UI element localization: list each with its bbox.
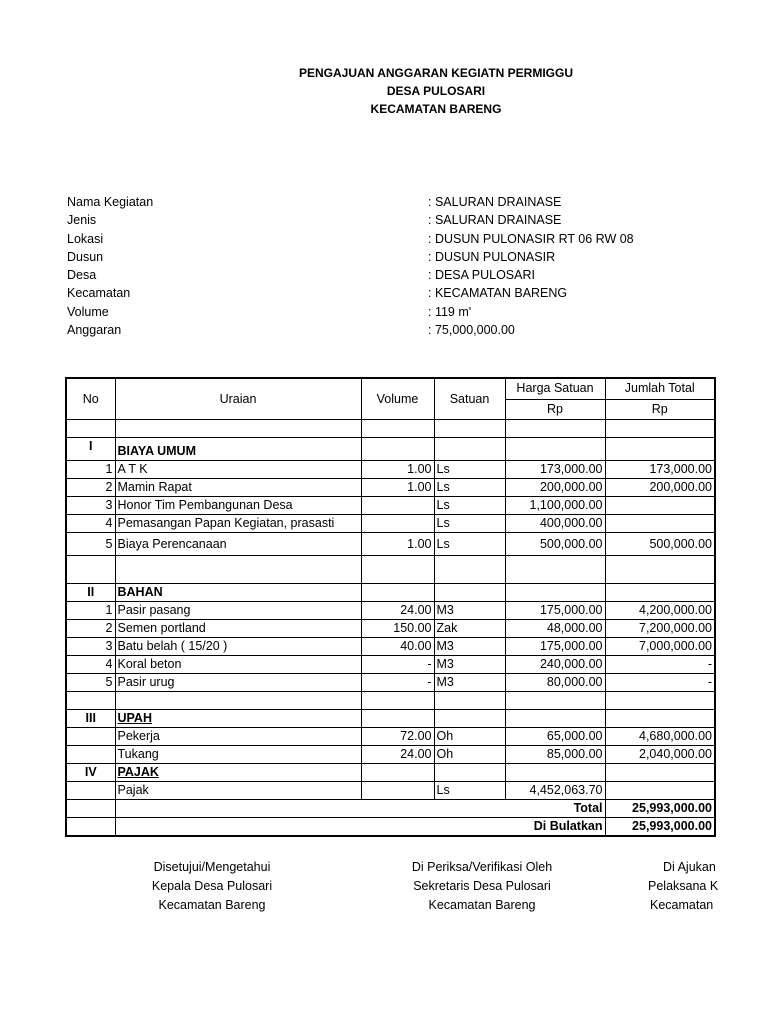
section-row-upah: [66, 710, 715, 728]
table-header-row: [66, 378, 715, 399]
info-label: Anggaran: [67, 323, 122, 338]
row-uraian: Mamin Rapat: [115, 479, 361, 497]
row-satuan: M3: [434, 638, 505, 656]
row-jumlah: [605, 515, 715, 533]
row-number: 1: [66, 602, 115, 620]
row-uraian: Pemasangan Papan Kegiatan, prasasti: [115, 515, 361, 533]
section-number: III: [66, 710, 115, 728]
row-jumlah: 4,200,000.00: [605, 602, 715, 620]
signature-submitter: [646, 858, 768, 915]
row-number: 4: [66, 515, 115, 533]
info-value: : 119 m': [428, 304, 472, 319]
row-uraian: A T K: [115, 461, 361, 479]
row-harga: 4,452,063.70: [505, 782, 605, 800]
row-satuan: Ls: [434, 515, 505, 533]
signature-line: Kepala Desa Pulosari: [151, 879, 273, 893]
row-jumlah: 2,040,000.00: [605, 746, 715, 764]
row-jumlah: 4,680,000.00: [605, 728, 715, 746]
row-uraian: Tukang: [115, 746, 361, 764]
title-line-2: DESA PULOSARI: [386, 84, 486, 98]
activity-info: [67, 193, 667, 339]
section-row-biaya-umum: [66, 438, 715, 461]
row-number: 1: [66, 461, 115, 479]
row-satuan: M3: [434, 656, 505, 674]
section-title: PAJAK: [115, 764, 361, 782]
row-number: 5: [66, 674, 115, 692]
row-uraian: Koral beton: [115, 656, 361, 674]
row-satuan: M3: [434, 674, 505, 692]
row-volume: -: [361, 656, 434, 674]
row-volume: 72.00: [361, 728, 434, 746]
header-no: No: [66, 378, 115, 420]
section-title: UPAH: [115, 710, 361, 728]
row-satuan: Oh: [434, 728, 505, 746]
table-row: [66, 497, 715, 515]
info-label: Dusun: [67, 249, 104, 264]
row-jumlah: 7,200,000.00: [605, 620, 715, 638]
info-label: Nama Kegiatan: [67, 195, 154, 209]
table-row: [66, 533, 715, 556]
header-satuan: Satuan: [434, 378, 505, 420]
row-uraian: Biaya Perencanaan: [115, 533, 361, 556]
row-harga: 85,000.00: [505, 746, 605, 764]
rounded-label: Di Bulatkan: [115, 818, 605, 837]
section-row-bahan: [66, 584, 715, 602]
info-row-jenis: [67, 211, 667, 229]
row-satuan: Ls: [434, 461, 505, 479]
signature-line: Di Periksa/Verifikasi Oleh: [411, 860, 553, 874]
signature-line: Kecamatan: [650, 898, 714, 912]
signature-line: Disetujui/Mengetahui: [153, 860, 271, 874]
info-label: Volume: [67, 304, 109, 319]
row-volume: [361, 497, 434, 515]
row-number: 3: [66, 497, 115, 515]
row-satuan: Ls: [434, 533, 505, 556]
table-row: [66, 420, 715, 438]
row-volume: 150.00: [361, 620, 434, 638]
row-number: 3: [66, 638, 115, 656]
signature-line: Kecamatan Bareng: [428, 898, 536, 912]
row-uraian: Honor Tim Pembangunan Desa: [115, 497, 361, 515]
row-volume: 1.00: [361, 533, 434, 556]
table-row: [66, 638, 715, 656]
signature-verifier: [382, 858, 582, 915]
info-value: : KECAMATAN BARENG: [428, 286, 568, 301]
table-row: [66, 602, 715, 620]
total-label: Total: [115, 800, 605, 818]
info-label: Jenis: [67, 213, 97, 228]
info-value: : DESA PULOSARI: [428, 268, 535, 283]
table-row: [66, 674, 715, 692]
info-value: : DUSUN PULONASIR: [428, 249, 556, 264]
info-row-anggaran: [67, 321, 667, 339]
row-jumlah: 173,000.00: [605, 461, 715, 479]
row-jumlah: 7,000,000.00: [605, 638, 715, 656]
row-number: 5: [66, 533, 115, 556]
row-harga: 500,000.00: [505, 533, 605, 556]
row-volume: 24.00: [361, 602, 434, 620]
table-row: [66, 746, 715, 764]
table-row: [66, 461, 715, 479]
total-value: 25,993,000.00: [605, 800, 715, 818]
info-label: Lokasi: [67, 231, 104, 246]
row-jumlah: -: [605, 656, 715, 674]
row-harga: 400,000.00: [505, 515, 605, 533]
info-row-dusun: [67, 248, 667, 266]
row-harga: 80,000.00: [505, 674, 605, 692]
info-value: : SALURAN DRAINASE: [428, 213, 562, 228]
header-harga-satuan: Harga Satuan: [505, 378, 605, 399]
section-row-pajak: [66, 764, 715, 782]
table-row: [66, 620, 715, 638]
row-volume: 1.00: [361, 461, 434, 479]
table-row: [66, 728, 715, 746]
row-harga: 1,100,000.00: [505, 497, 605, 515]
row-satuan: Ls: [434, 479, 505, 497]
row-satuan: Ls: [434, 782, 505, 800]
header-jumlah-total: Jumlah Total: [605, 378, 715, 399]
info-label: Desa: [67, 268, 97, 283]
title-line-1: PENGAJUAN ANGGARAN KEGIATN PERMIGGU: [298, 66, 573, 80]
section-number: I: [66, 438, 115, 461]
info-row-desa: [67, 266, 667, 284]
row-uraian: Pasir pasang: [115, 602, 361, 620]
table-row: [66, 656, 715, 674]
info-row-kecamatan: [67, 284, 667, 302]
section-number: IV: [66, 764, 115, 782]
table-row: [66, 515, 715, 533]
row-jumlah: 200,000.00: [605, 479, 715, 497]
row-harga: 48,000.00: [505, 620, 605, 638]
info-row-nama-kegiatan: [67, 193, 667, 211]
row-volume: [361, 782, 434, 800]
signature-line: Pelaksana K: [648, 879, 719, 893]
row-satuan: Zak: [434, 620, 505, 638]
table-row: [66, 782, 715, 800]
header-rp: Rp: [605, 399, 715, 420]
row-jumlah: [605, 497, 715, 515]
row-harga: 175,000.00: [505, 602, 605, 620]
section-title: BAHAN: [115, 584, 361, 602]
total-row: [66, 800, 715, 818]
table-row: [66, 556, 715, 584]
row-jumlah: [605, 782, 715, 800]
row-uraian: Pajak: [115, 782, 361, 800]
row-volume: 1.00: [361, 479, 434, 497]
budget-table: [65, 377, 716, 837]
row-uraian: Batu belah ( 15/20 ): [115, 638, 361, 656]
row-number: 2: [66, 479, 115, 497]
document-title: [0, 64, 768, 118]
header-uraian: Uraian: [115, 378, 361, 420]
signature-line: Kecamatan Bareng: [158, 898, 266, 912]
row-number: 4: [66, 656, 115, 674]
table-row: [66, 692, 715, 710]
row-jumlah: -: [605, 674, 715, 692]
rounded-value: 25,993,000.00: [605, 818, 715, 837]
row-volume: 40.00: [361, 638, 434, 656]
row-satuan: Oh: [434, 746, 505, 764]
signature-line: Di Ajukan: [663, 860, 716, 874]
row-satuan: Ls: [434, 497, 505, 515]
row-harga: 173,000.00: [505, 461, 605, 479]
row-satuan: M3: [434, 602, 505, 620]
info-value: : SALURAN DRAINASE: [428, 195, 562, 209]
row-harga: 65,000.00: [505, 728, 605, 746]
row-harga: 240,000.00: [505, 656, 605, 674]
row-uraian: Semen portland: [115, 620, 361, 638]
row-jumlah: 500,000.00: [605, 533, 715, 556]
header-volume: Volume: [361, 378, 434, 420]
signature-line: Sekretaris Desa Pulosari: [413, 879, 551, 893]
info-row-volume: [67, 303, 667, 321]
row-volume: 24.00: [361, 746, 434, 764]
row-harga: 200,000.00: [505, 479, 605, 497]
row-volume: [361, 515, 434, 533]
info-value: : 75,000,000.00: [428, 323, 515, 338]
row-uraian: Pasir urug: [115, 674, 361, 692]
table-row: [66, 479, 715, 497]
header-rp: Rp: [505, 399, 605, 420]
title-line-3: KECAMATAN BARENG: [370, 102, 502, 116]
signature-approver: [112, 858, 312, 915]
section-title: BIAYA UMUM: [115, 438, 361, 461]
row-harga: 175,000.00: [505, 638, 605, 656]
row-volume: -: [361, 674, 434, 692]
info-row-lokasi: [67, 230, 667, 248]
info-label: Kecamatan: [67, 286, 131, 301]
rounded-total-row: [66, 818, 715, 837]
info-value: : DUSUN PULONASIR RT 06 RW 08: [428, 231, 634, 246]
section-number: II: [66, 584, 115, 602]
row-uraian: Pekerja: [115, 728, 361, 746]
row-number: 2: [66, 620, 115, 638]
